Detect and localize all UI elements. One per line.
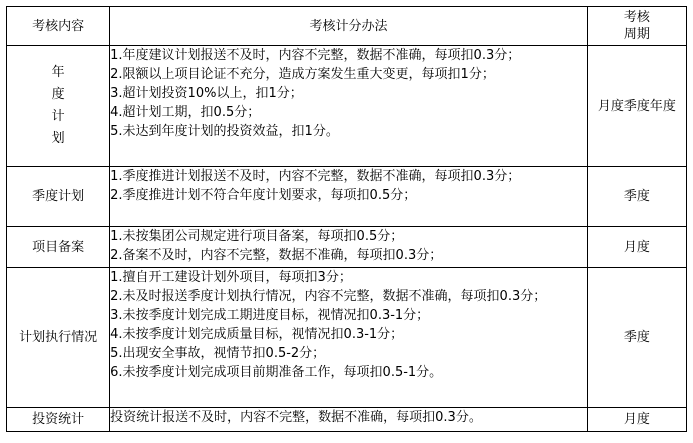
category-char: 计 (51, 109, 65, 124)
row-method (110, 408, 588, 432)
row-method (110, 227, 588, 268)
method-item: 2.未及时报送季度计划执行情况，内容不完整，数据不准确，每项扣0.3分； (110, 289, 547, 304)
row-period: 季度 (587, 167, 686, 227)
row-period: 月度 (587, 408, 686, 432)
category-char: 划 (51, 131, 65, 146)
method-item: 1.擅自开工建设计划外项目，每项扣3分； (110, 270, 352, 285)
method-item: 6.未按季度计划完成项目前期准备工作，每项扣0.5-1分。 (110, 365, 443, 380)
header-period (587, 7, 686, 46)
row-period: 季度 (587, 268, 686, 408)
method-item: 4.未按季度计划完成质量目标，视情况扣0.3-1分； (110, 327, 404, 342)
assessment-table (6, 6, 687, 432)
method-item: 5.出现安全事故，视情节扣0.5-2分； (110, 346, 326, 361)
row-period: 月度 (587, 227, 686, 268)
table-row (7, 408, 687, 432)
header-period-line1: 考核 (623, 10, 650, 25)
row-category: 季度计划 (7, 167, 110, 227)
method-item: 1.季度推进计划报送不及时，内容不完整，数据不准确，每项扣0.3分； (110, 169, 521, 184)
category-char: 年 (51, 65, 65, 80)
row-method (110, 268, 588, 408)
table-row (7, 46, 687, 167)
method-item: 3.未按季度计划完成工期进度目标，视情况扣0.3-1分； (110, 308, 430, 323)
method-item: 1.年度建议计划报送不及时，内容不完整，数据不准确，每项扣0.3分； (110, 48, 521, 63)
table-row (7, 227, 687, 268)
row-period: 月度季度年度 (587, 46, 686, 167)
method-item: 5.未达到年度计划的投资效益，扣1分。 (110, 124, 339, 139)
row-method (110, 46, 588, 167)
method-item: 2.备案不及时，内容不完整，数据不准确，每项扣0.3分； (110, 248, 443, 263)
header-period-line2: 周期 (623, 27, 650, 42)
method-item: 2.限额以上项目论证不充分，造成方案发生重大变更，每项扣1分； (110, 67, 495, 82)
header-method: 考核计分办法 (110, 7, 588, 46)
header-category: 考核内容 (7, 7, 110, 46)
table-row (7, 268, 687, 408)
table-row (7, 167, 687, 227)
method-item: 3.超计划投资10%以上，扣1分； (110, 86, 303, 101)
row-category: 投资统计 (7, 408, 110, 432)
method-item: 2.季度推进计划不符合年度计划要求，每项扣0.5分； (110, 188, 417, 203)
row-category: 项目备案 (7, 227, 110, 268)
method-item: 1.未按集团公司规定进行项目备案，每项扣0.5分； (110, 229, 404, 244)
row-category-annual-plan (7, 46, 110, 167)
method-item: 投资统计报送不及时，内容不完整，数据不准确，每项扣0.3分。 (110, 410, 482, 425)
method-item: 4.超计划工期，扣0.5分； (110, 105, 261, 120)
row-method (110, 167, 588, 227)
header-row (7, 7, 687, 46)
row-category: 计划执行情况 (7, 268, 110, 408)
category-char: 度 (51, 87, 65, 102)
